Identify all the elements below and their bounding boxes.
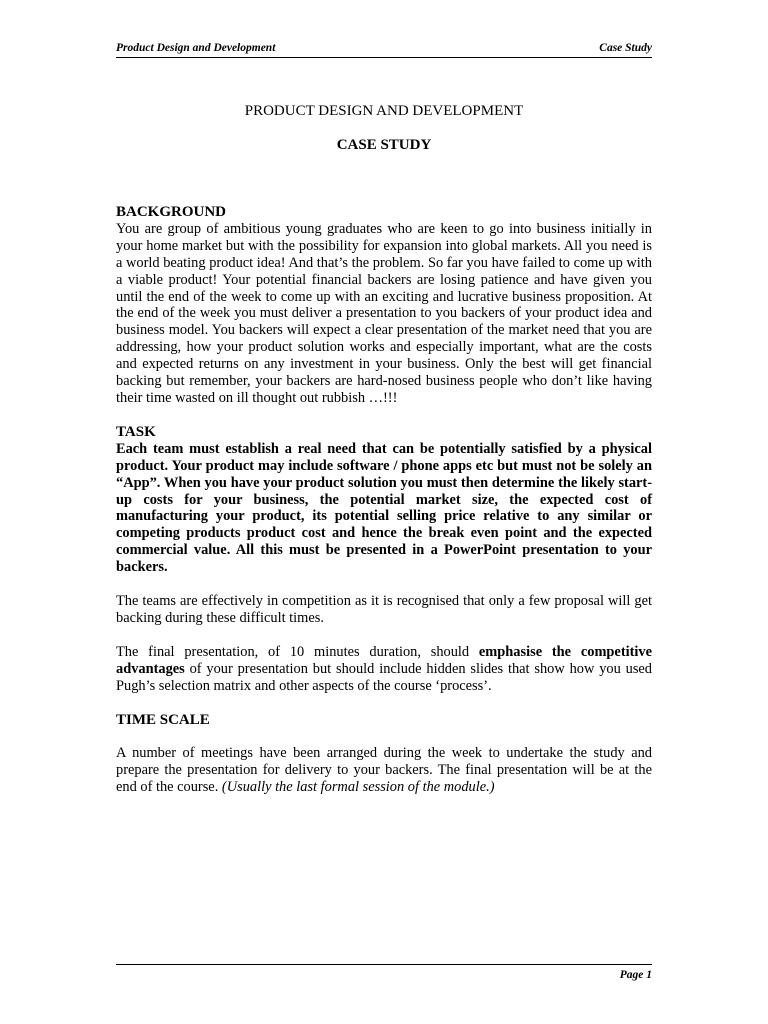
page-number: Page 1 xyxy=(619,969,652,981)
document-subtitle: CASE STUDY xyxy=(336,137,432,153)
final-text-post: of your presentation but should include hidden slides that show how you used Pugh’s selection matrix and other aspects of the course ‘process’. xyxy=(116,660,652,694)
background-paragraph: You are group of ambitious young graduates who are keen to go into business initially in your home market but with the possibility for expansion into global markets. All you need is a world beating product idea! And that’s the problem. So far you have failed to come up with a viable product! Your potential financial backers are losing patience and have given you until the end of the week to come up with an exciting and lucrative business proposition. At the end of the week you must deliver a presentation to you backers of your product idea and business model. You backers will expect a clear presentation of the market need that you are addressing, how your product solution works and especially important, what are the costs and expected returns on any investment in your business. Only the best will get financial backing but remember, your backers are hard-nosed business people who don’t like having their time wasted on ill thought out rubbish …!!! xyxy=(116,220,652,406)
competition-paragraph: The teams are effectively in competition as it is recognised that only a few proposal will get backing during these difficult times. xyxy=(116,593,652,626)
final-presentation-paragraph xyxy=(116,644,652,695)
time-scale-heading: TIME SCALE xyxy=(116,711,210,728)
time-scale-note: (Usually the last formal session of the module.) xyxy=(221,779,495,796)
page-footer xyxy=(116,964,652,981)
header-left: Product Design and Development xyxy=(116,42,276,54)
time-scale-paragraph xyxy=(116,745,652,796)
running-header xyxy=(116,42,652,58)
header-right: Case Study xyxy=(599,42,652,54)
background-heading: BACKGROUND xyxy=(116,204,227,220)
task-heading: TASK xyxy=(116,423,156,440)
time-scale-text: A number of meetings have been arranged during the week to undertake the study and prepare the presentation for delivery to your backers. The final presentation will be at the end of the course. xyxy=(116,745,652,796)
document-body xyxy=(116,204,652,796)
final-text-pre: The final presentation, of 10 minutes duration, should xyxy=(116,643,479,660)
document-title: PRODUCT DESIGN AND DEVELOPMENT xyxy=(244,103,524,119)
final-text-emphasis: emphasise the competitive advantages xyxy=(116,643,652,677)
task-paragraph: Each team must establish a real need that can be potentially satisfied by a physical product. Your product may include software / phone apps etc but must not be solely an “App”. When you have your product solution you must then determine the likely start-up costs for your business, the potential market size, the expected cost of manufacturing your product, its potential selling price relative to any similar or competing products product cost and hence the break even point and the expected commercial value. All this must be presented in a PowerPoint presentation to your backers. xyxy=(116,440,652,576)
